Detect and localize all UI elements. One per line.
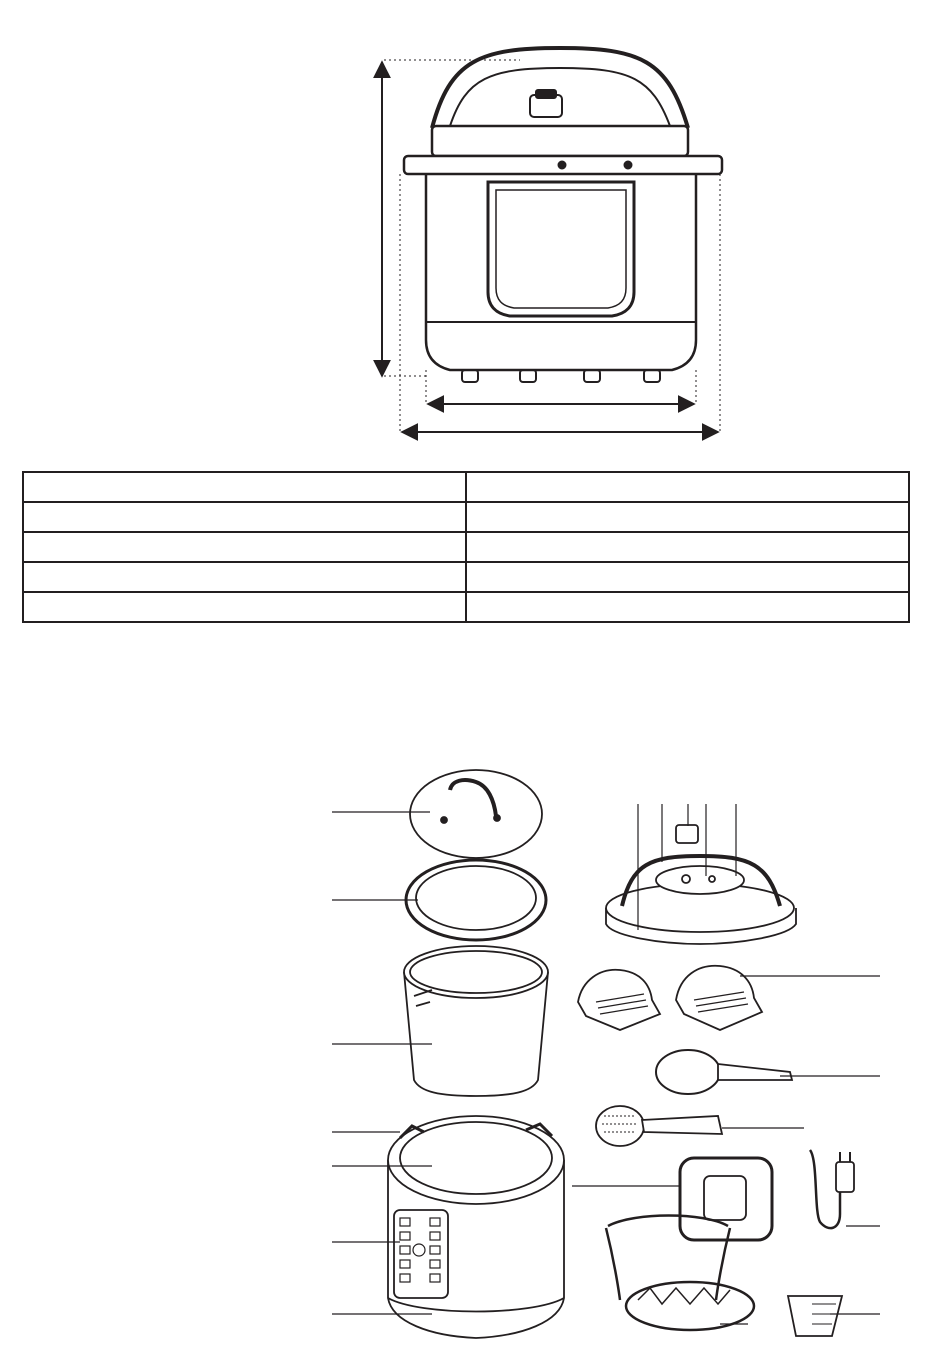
cooker-body: [426, 174, 696, 370]
glass-lid: [410, 770, 542, 858]
table-row: [23, 532, 909, 562]
table-row: [23, 592, 909, 622]
table-row: [23, 502, 909, 532]
lock-icon: [559, 162, 566, 169]
condensation-collector: [680, 1158, 772, 1240]
inner-pot: [404, 946, 548, 1096]
spec-value: [466, 592, 909, 622]
control-panel: [488, 182, 634, 316]
mini-mitt-left: [578, 970, 660, 1030]
power-cord: [810, 1150, 854, 1228]
cooker-base: [388, 1116, 564, 1338]
spec-label: [23, 472, 466, 502]
unlock-icon: [625, 162, 632, 169]
lid: [432, 126, 688, 156]
pressure-lid: [606, 825, 796, 944]
measuring-cup: [788, 1296, 842, 1336]
feet: [462, 370, 660, 382]
spec-value: [466, 562, 909, 592]
spec-label: [23, 502, 466, 532]
parts-diagram: [0, 740, 950, 1360]
spec-label: [23, 592, 466, 622]
sealing-ring: [406, 860, 546, 940]
spec-label: [23, 562, 466, 592]
spec-value: [466, 472, 909, 502]
spec-value: [466, 532, 909, 562]
spec-value: [466, 502, 909, 532]
spec-table: [22, 471, 910, 623]
table-row: [23, 472, 909, 502]
table-row: [23, 562, 909, 592]
soup-spoon: [656, 1050, 792, 1094]
dimension-drawing: [0, 0, 950, 450]
rice-paddle: [596, 1106, 722, 1146]
spec-label: [23, 532, 466, 562]
